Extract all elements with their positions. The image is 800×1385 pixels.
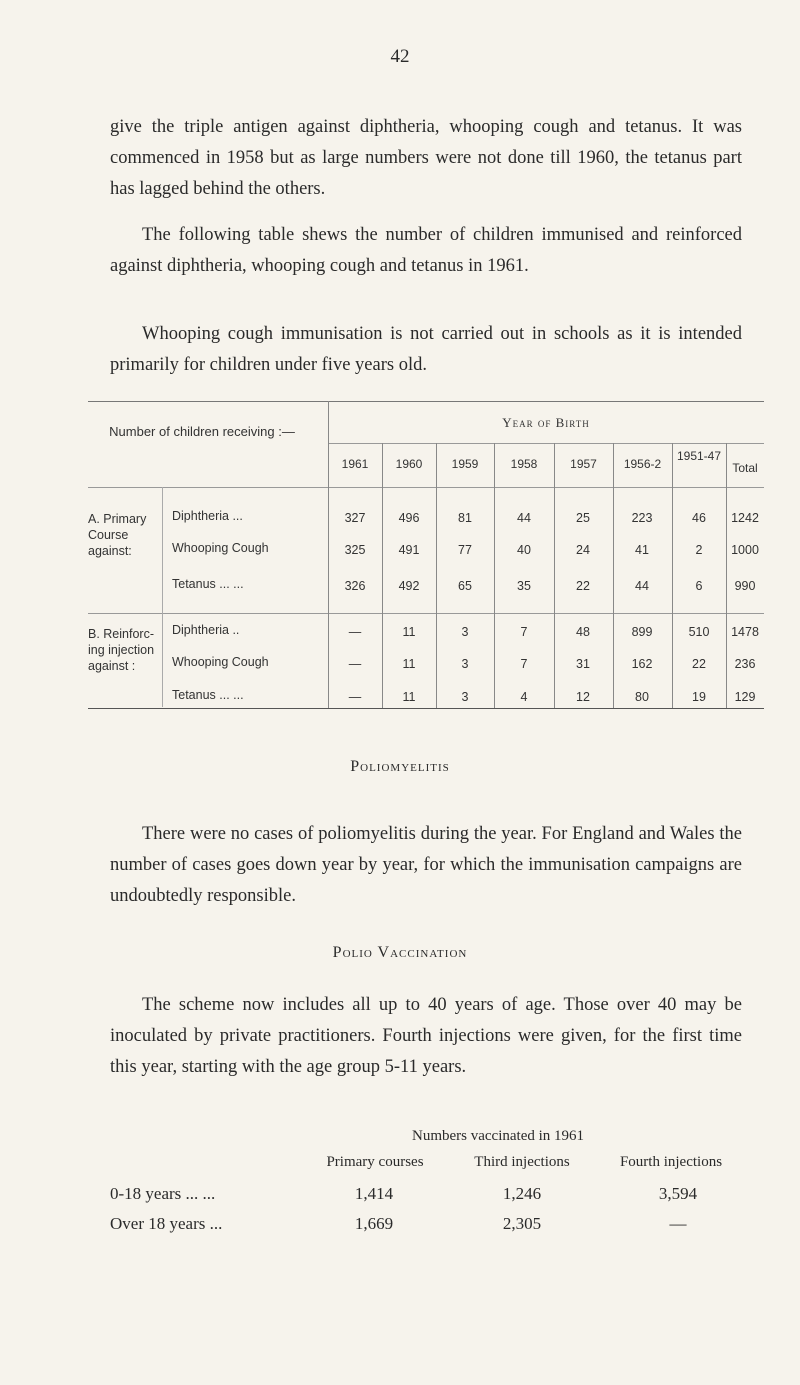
table-cell: 24	[576, 543, 590, 557]
row-label: Diphtheria ...	[172, 509, 243, 523]
table-bottom-rule	[88, 708, 764, 709]
table-top-rule	[88, 401, 764, 402]
table-cell: 326	[344, 579, 366, 593]
table-cell: 31	[576, 657, 590, 671]
column-header: 1961	[341, 457, 369, 471]
column-header: Third injections	[474, 1154, 570, 1170]
group-label-reinforcing: B. Reinforc- ing injection against :	[88, 627, 155, 673]
table-cell: —	[348, 657, 362, 671]
table-cell: 3	[461, 690, 469, 704]
table-cell: 6	[695, 579, 703, 593]
table-cell: 44	[517, 511, 531, 525]
vrule	[328, 401, 329, 708]
table-cell: 1,669	[354, 1214, 394, 1233]
table-cell: 990	[734, 579, 756, 593]
row-label: Diphtheria ..	[172, 623, 240, 637]
table-cell: 491	[398, 543, 420, 557]
table-cell: 7	[520, 657, 528, 671]
table-cell: 236	[734, 657, 756, 671]
table-cell: 325	[344, 543, 366, 557]
table-cell: 4	[520, 690, 528, 704]
table-cell: 22	[576, 579, 590, 593]
table-cell: 44	[635, 579, 649, 593]
vrule	[162, 487, 163, 707]
column-header: Total	[732, 461, 758, 475]
table-cell: —	[348, 625, 362, 639]
table-cell: 40	[517, 543, 531, 557]
table-cell: 223	[631, 511, 653, 525]
paragraph-1: give the triple antigen against diphtheria, whooping cough and tetanus. It was commenced in 1958 but as large numbers were not done till 1960, the tetanus part has lagged behind the others.	[110, 117, 742, 199]
column-header: 1958	[510, 457, 538, 471]
table-cell: —	[348, 690, 362, 704]
header-bottom-rule	[88, 487, 764, 488]
table-left-header: Number of children receiving :—	[109, 424, 295, 439]
paragraph-3: Whooping cough immunisation is not carried out in schools as it is intended primarily for children under five years old.	[110, 324, 742, 375]
vrule	[613, 443, 614, 708]
immunisation-table	[88, 395, 764, 713]
vrule	[436, 443, 437, 708]
column-header: Fourth injections	[619, 1154, 723, 1170]
table-cell: 327	[344, 511, 366, 525]
table-cell: 1478	[731, 625, 759, 639]
vrule	[382, 443, 383, 708]
table-cell: 1,246	[502, 1184, 542, 1203]
table-cell: 22	[692, 657, 706, 671]
column-header: 1957	[570, 457, 597, 471]
table-cell: 11	[402, 690, 416, 704]
column-header: 1960	[395, 457, 423, 471]
vrule	[672, 443, 673, 708]
row-label: Whooping Cough	[172, 541, 269, 555]
vaccination-table-title: Numbers vaccinated in 1961	[412, 1128, 585, 1144]
group-label-primary: A. Primary Course against:	[88, 512, 147, 558]
table-cell: 41	[635, 543, 649, 557]
table-cell: 12	[576, 690, 590, 704]
heading-polio-vaccination: Polio Vaccination	[332, 944, 468, 961]
row-label: 0-18 years ... ...	[110, 1184, 216, 1203]
table-cell: 899	[631, 625, 653, 639]
heading-poliomyelitis: Poliomyelitis	[350, 758, 450, 775]
group-divider-rule	[88, 613, 764, 614]
table-cell: 129	[734, 690, 756, 704]
table-cell: 65	[458, 579, 472, 593]
table-cell: 3,594	[658, 1184, 698, 1203]
table-cell: 496	[398, 511, 420, 525]
table-cell: 492	[398, 579, 420, 593]
paragraph-2: The following table shews the number of children immunised and reinforced against diphtheria, whooping cough and tetanus in 1961.	[110, 225, 742, 276]
column-header: Primary courses	[326, 1154, 424, 1170]
table-cell: 46	[692, 511, 706, 525]
paragraph-5: The scheme now includes all up to 40 years of age. Those over 40 may be inoculated by private practitioners. Fourth injections were given, for the first time this year, starting with the age group 5-11 years.	[110, 995, 742, 1077]
table-cell: 25	[576, 511, 590, 525]
table-cell: 11	[402, 625, 416, 639]
table-cell: 7	[520, 625, 528, 639]
row-label: Tetanus ... ...	[172, 577, 244, 591]
year-header-rule	[328, 443, 764, 444]
table-cell: 510	[688, 625, 710, 639]
table-cell: 1000	[731, 543, 759, 557]
table-cell: —	[669, 1214, 687, 1233]
vrule	[494, 443, 495, 708]
vrule	[554, 443, 555, 708]
table-cell: 81	[458, 511, 472, 525]
table-cell: 19	[692, 690, 706, 704]
column-header: 1959	[451, 457, 479, 471]
table-cell: 1,414	[354, 1184, 394, 1203]
row-label: Tetanus ... ...	[172, 688, 244, 702]
year-of-birth-header: Year of Birth	[502, 415, 590, 430]
table-cell: 1242	[731, 511, 759, 525]
table-cell: 2	[695, 543, 703, 557]
table-cell: 80	[635, 690, 649, 704]
table-cell: 3	[461, 625, 469, 639]
column-header: 1956-2	[623, 457, 662, 471]
row-label: Whooping Cough	[172, 655, 269, 669]
table-cell: 11	[402, 657, 416, 671]
row-label: Over 18 years ...	[110, 1214, 223, 1233]
page-number: 42	[390, 46, 410, 67]
table-cell: 162	[631, 657, 653, 671]
table-cell: 77	[458, 543, 472, 557]
table-cell: 35	[517, 579, 531, 593]
paragraph-4: There were no cases of poliomyelitis during the year. For England and Wales the number of cases goes down year by year, for which the immunisation campaigns are undoubtedly responsible.	[110, 824, 742, 906]
table-cell: 2,305	[502, 1214, 542, 1233]
table-cell: 3	[461, 657, 469, 671]
column-header: 1951-47	[676, 449, 722, 463]
table-cell: 48	[576, 625, 590, 639]
